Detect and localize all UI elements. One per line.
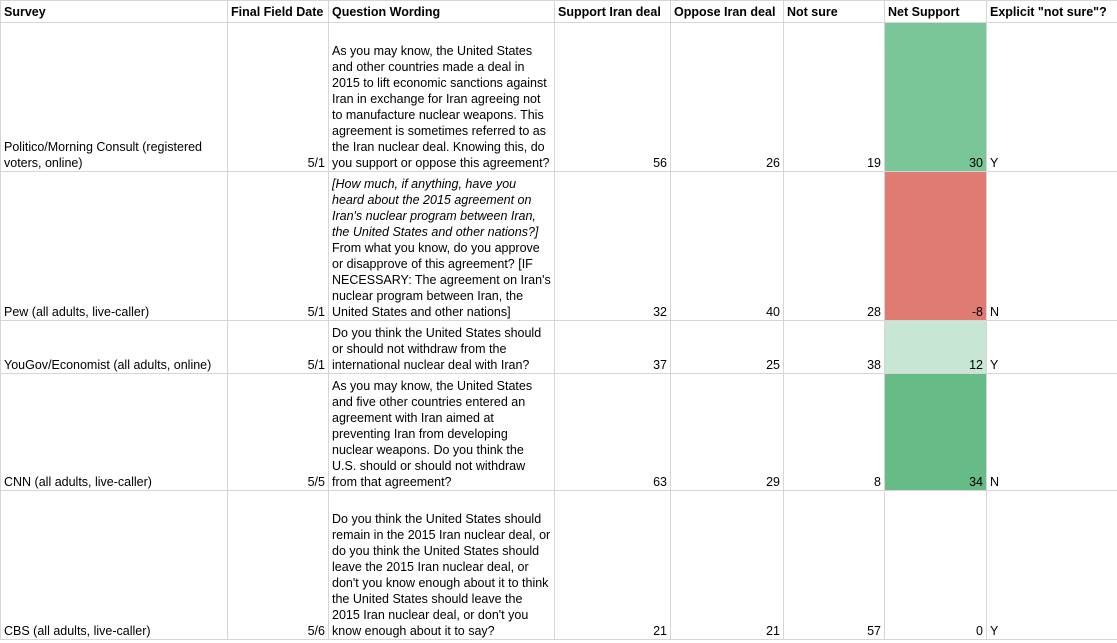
cell-not-sure[interactable]: 28	[784, 172, 885, 321]
cell-net-support[interactable]: 12	[885, 321, 987, 374]
header-explicit-not-sure[interactable]: Explicit "not sure"?	[987, 1, 1117, 23]
cell-question[interactable]: As you may know, the United States and other countries made a deal in 2015 to lift economic sanctions against Iran in exchange for Iran agreeing not to manufacture nuclear weapons. This agreement is sometimes referred to as the Iran nuclear deal. Knowing this, do you support or oppose this agreement?	[329, 23, 555, 172]
header-support[interactable]: Support Iran deal	[555, 1, 671, 23]
cell-survey[interactable]: CNN (all adults, live-caller)	[1, 374, 228, 491]
cell-explicit[interactable]: Y	[987, 491, 1117, 640]
header-not-sure[interactable]: Not sure	[784, 1, 885, 23]
cell-net-support[interactable]: 30	[885, 23, 987, 172]
cell-oppose[interactable]: 25	[671, 321, 784, 374]
header-survey[interactable]: Survey	[1, 1, 228, 23]
cell-explicit[interactable]: Y	[987, 321, 1117, 374]
cell-question[interactable]: As you may know, the United States and five other countries entered an agreement with Iran aimed at preventing Iran from developing nuclear weapons. Do you think the U.S. should or should not withdraw from that agreement?	[329, 374, 555, 491]
cell-not-sure[interactable]: 38	[784, 321, 885, 374]
cell-date[interactable]: 5/5	[228, 374, 329, 491]
cell-support[interactable]: 37	[555, 321, 671, 374]
cell-survey[interactable]: CBS (all adults, live-caller)	[1, 491, 228, 640]
header-row	[1, 1, 1117, 23]
cell-question[interactable]: Do you think the United States should remain in the 2015 Iran nuclear deal, or do you think the United States should leave the 2015 Iran nuclear deal, or don't you know enough about it to think the United States should leave the 2015 Iran nuclear deal, or don't you know enough about it to say?	[329, 491, 555, 640]
cell-support[interactable]: 56	[555, 23, 671, 172]
cell-date[interactable]: 5/1	[228, 23, 329, 172]
cell-date[interactable]: 5/6	[228, 491, 329, 640]
cell-explicit[interactable]: N	[987, 374, 1117, 491]
cell-net-support[interactable]: 0	[885, 491, 987, 640]
header-question-wording[interactable]: Question Wording	[329, 1, 555, 23]
cell-question[interactable]	[329, 172, 555, 321]
table-row	[1, 23, 1117, 172]
cell-oppose[interactable]: 29	[671, 374, 784, 491]
cell-oppose[interactable]: 26	[671, 23, 784, 172]
cell-question[interactable]: Do you think the United States should or should not withdraw from the international nuclear deal with Iran?	[329, 321, 555, 374]
question-text: From what you know, do you approve or disapprove of this agreement? [IF NECESSARY: The agreement on Iran's nuclear program between Iran, the United States and other nations]	[332, 241, 551, 319]
cell-oppose[interactable]: 21	[671, 491, 784, 640]
cell-survey[interactable]: Politico/Morning Consult (registered voters, online)	[1, 23, 228, 172]
table-row	[1, 321, 1117, 374]
cell-not-sure[interactable]: 8	[784, 374, 885, 491]
table-row	[1, 172, 1117, 321]
cell-support[interactable]: 63	[555, 374, 671, 491]
cell-net-support[interactable]: 34	[885, 374, 987, 491]
cell-oppose[interactable]: 40	[671, 172, 784, 321]
cell-explicit[interactable]: N	[987, 172, 1117, 321]
cell-support[interactable]: 21	[555, 491, 671, 640]
table-row	[1, 374, 1117, 491]
table-row	[1, 491, 1117, 640]
cell-explicit[interactable]: Y	[987, 23, 1117, 172]
cell-not-sure[interactable]: 19	[784, 23, 885, 172]
question-italic-text: [How much, if anything, have you heard about the 2015 agreement on Iran's nuclear program between Iran, the United States and other nations?]	[332, 177, 539, 239]
cell-date[interactable]: 5/1	[228, 172, 329, 321]
header-final-field-date[interactable]: Final Field Date	[228, 1, 329, 23]
header-oppose[interactable]: Oppose Iran deal	[671, 1, 784, 23]
cell-date[interactable]: 5/1	[228, 321, 329, 374]
header-net-support[interactable]: Net Support	[885, 1, 987, 23]
cell-survey[interactable]: YouGov/Economist (all adults, online)	[1, 321, 228, 374]
cell-support[interactable]: 32	[555, 172, 671, 321]
cell-net-support[interactable]: -8	[885, 172, 987, 321]
cell-survey[interactable]: Pew (all adults, live-caller)	[1, 172, 228, 321]
cell-not-sure[interactable]: 57	[784, 491, 885, 640]
